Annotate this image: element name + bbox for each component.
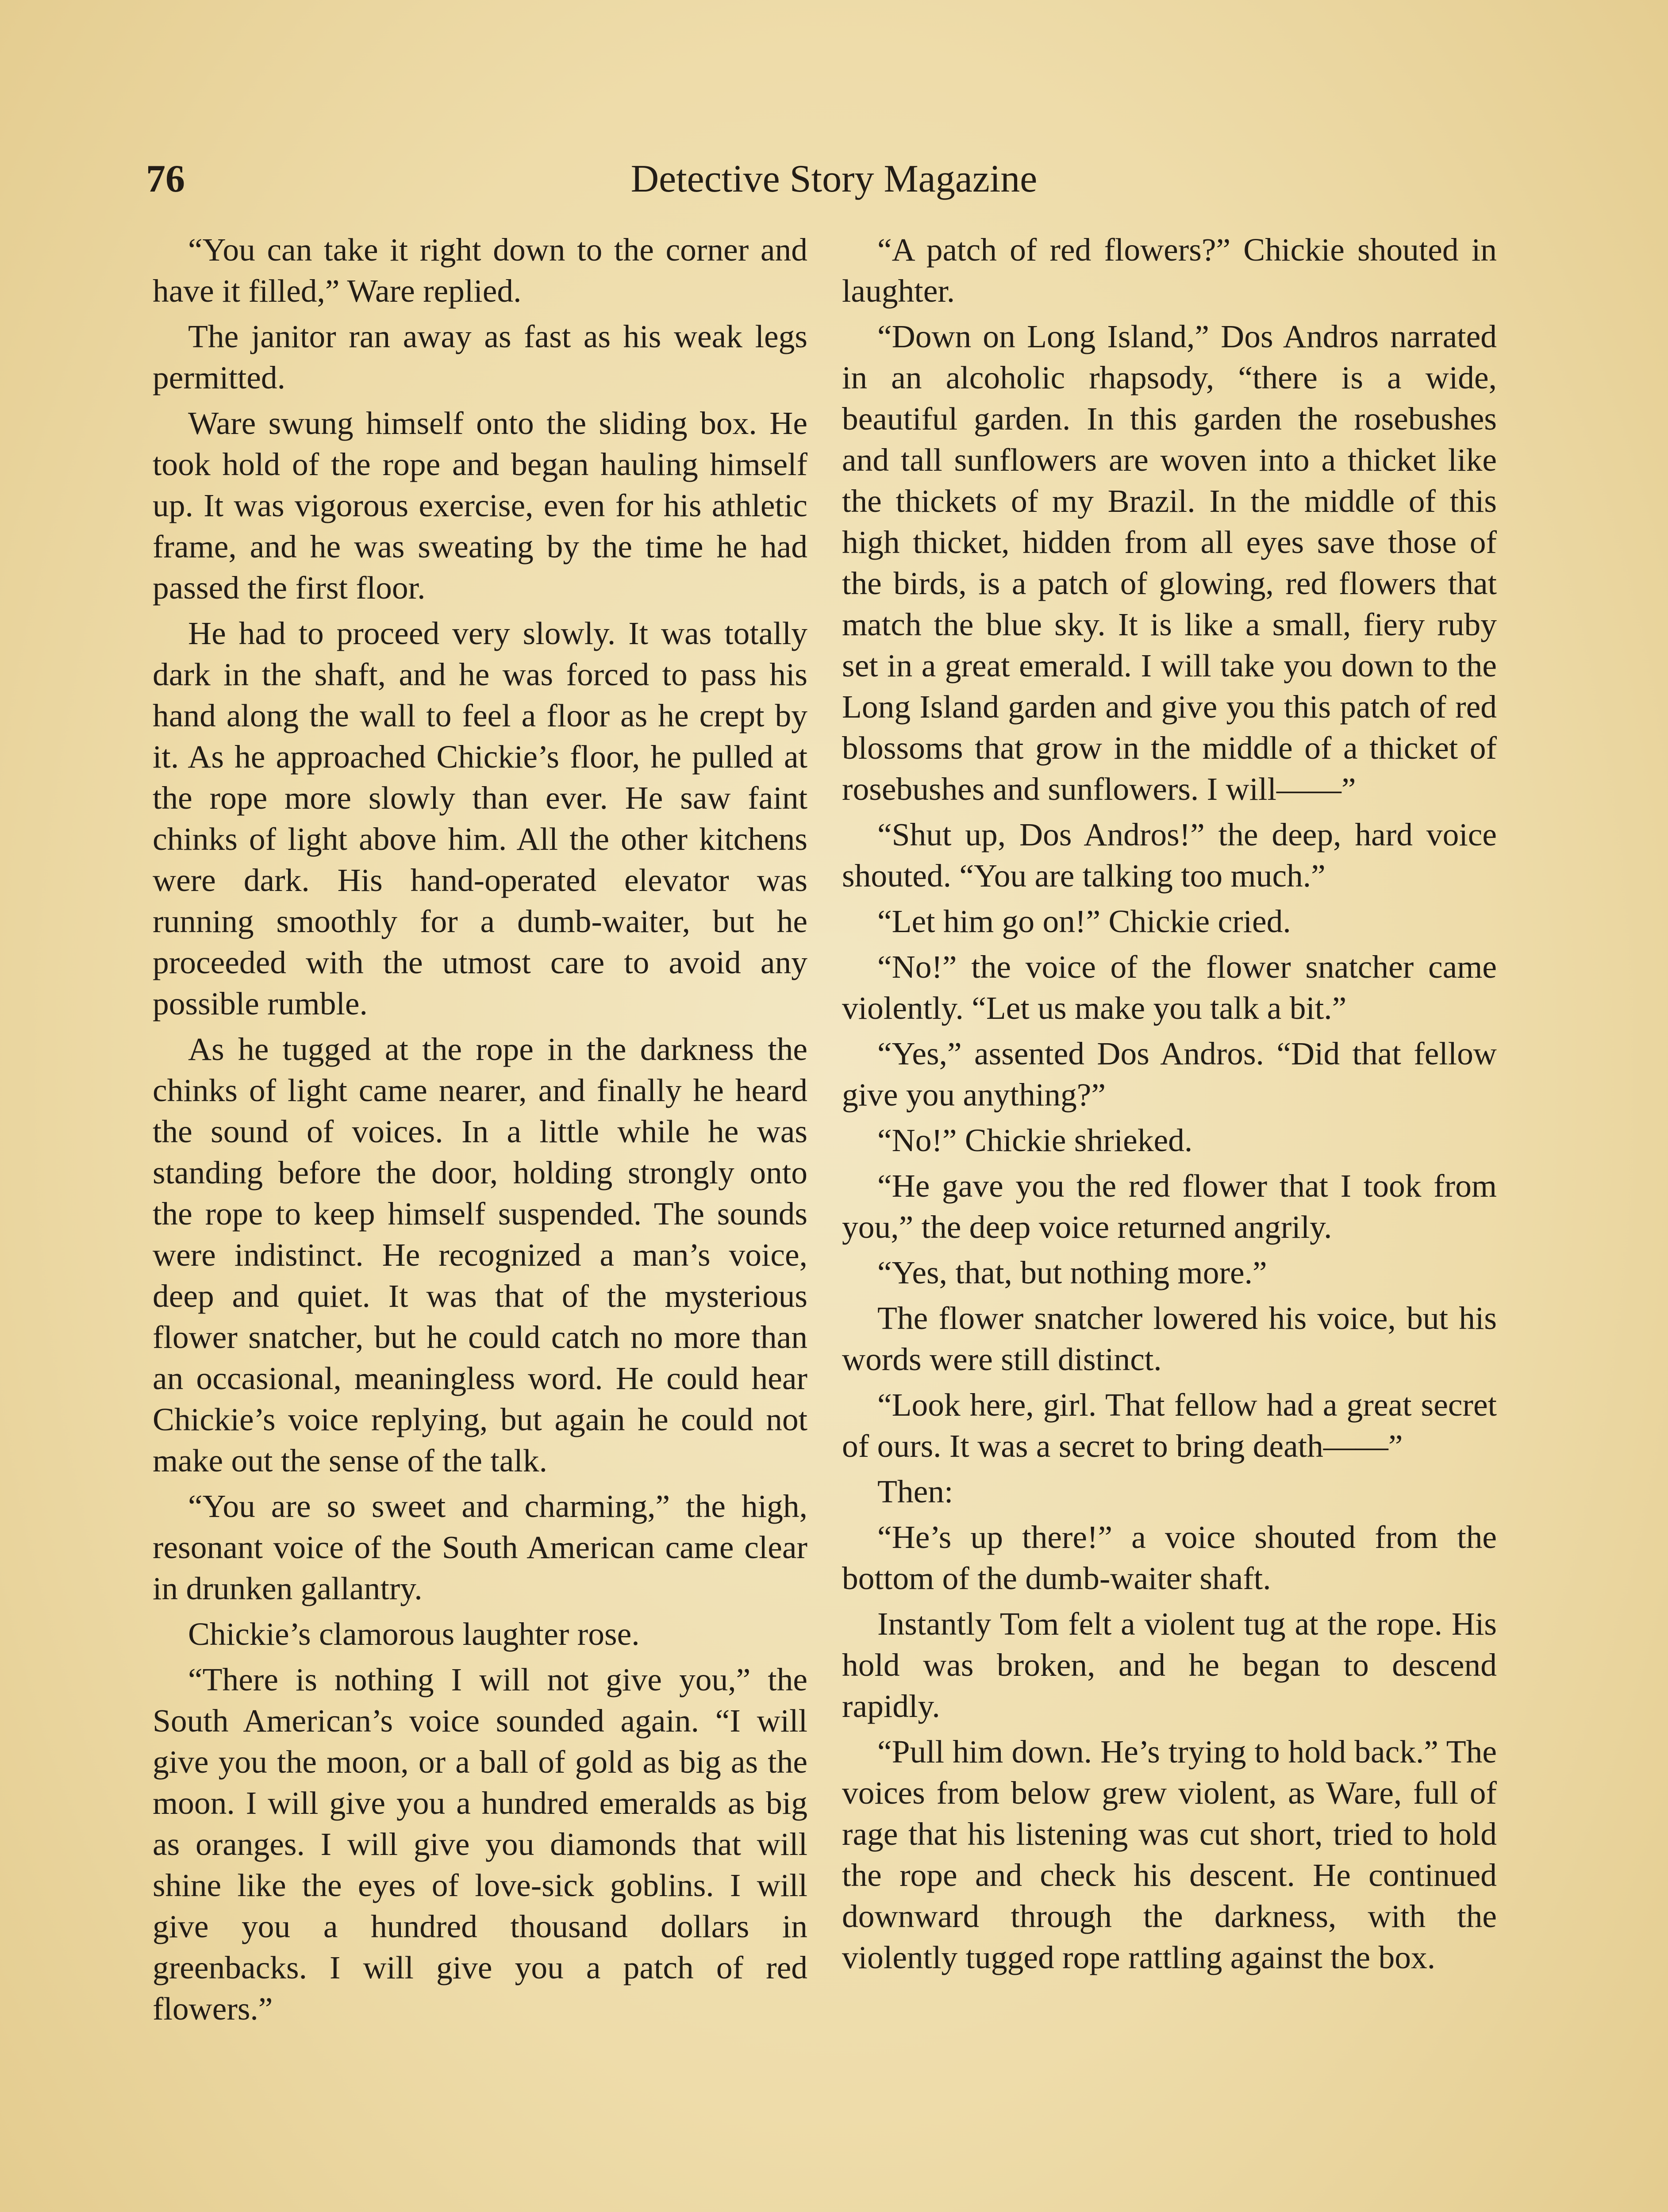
- magazine-title: Detective Story Magazine: [630, 157, 1038, 200]
- paragraph: The janitor ran away as fast as his weak legs permitted.: [153, 319, 807, 396]
- paragraph: “He gave you the red flower that I took from you,” the deep voice returned angrily.: [842, 1168, 1497, 1245]
- paragraph: “A patch of red flowers?” Chickie shouted in laughter.: [842, 232, 1497, 309]
- paragraph: The flower snatcher lowered his voice, but his words were still distinct.: [842, 1300, 1497, 1377]
- right-column: [842, 229, 1497, 1982]
- paragraph: “There is nothing I will not give you,” the South American’s voice sounded again. “I will give you the moon, or a ball of gold as big as the moon. I will give you a hundred emeralds as big as oranges. I will give you diamonds that will shine like the eyes of love-sick goblins. I will give you a hundred thousand dollars in greenbacks. I will give you a patch of red flowers.”: [153, 1662, 807, 2027]
- paragraph: “Down on Long Island,” Dos Andros narrated in an alcoholic rhapsody, “there is a wide, beautiful garden. In this garden the rosebushes and tall sunflowers are woven into a thicket like the thickets of my Brazil. In the middle of this high thicket, hidden from all eyes save those of the birds, is a patch of glowing, red flowers that match the blue sky. It is like a small, fiery ruby set in a great emerald. I will take you down to the Long Island garden and give you this patch of red blossoms that grow in the middle of a thicket of rosebushes and sunflowers. I will——”: [842, 319, 1497, 807]
- paragraph: Ware swung himself onto the sliding box. He took hold of the rope and began hauling himself up. It was vigorous exercise, even for his athletic frame, and he was sweating by the time he had passed the first floor.: [153, 405, 807, 606]
- paragraph: Chickie’s clamorous laughter rose.: [188, 1616, 640, 1652]
- paragraph: “Shut up, Dos Andros!” the deep, hard voice shouted. “You are talking too much.”: [842, 817, 1497, 894]
- paragraph: Then:: [877, 1474, 953, 1509]
- paragraph: “Pull him down. He’s trying to hold back.” The voices from below grew violent, as Ware, full of rage that his listening was cut short, tried to hold the rope and check his descent. He continued downward through the darkness, with the violently tugged rope rattling against the box.: [842, 1734, 1497, 1975]
- paragraph: “Let him go on!” Chickie cried.: [877, 903, 1291, 939]
- page-number: 76: [146, 157, 185, 200]
- paragraph: “Yes,” assented Dos Andros. “Did that fellow give you anything?”: [842, 1036, 1497, 1113]
- paragraph: “No!” Chickie shrieked.: [877, 1122, 1193, 1158]
- paragraph: “No!” the voice of the flower snatcher came violently. “Let us make you talk a bit.”: [842, 949, 1497, 1026]
- paragraph: “You are so sweet and charming,” the high, resonant voice of the South American came clear in drunken gallantry.: [153, 1488, 807, 1606]
- paragraph: “Yes, that, but nothing more.”: [877, 1255, 1267, 1290]
- paragraph: “He’s up there!” a voice shouted from the bottom of the dumb-waiter shaft.: [842, 1519, 1497, 1596]
- left-column: [153, 229, 807, 2034]
- paragraph: “You can take it right down to the corner and have it filled,” Ware replied.: [153, 232, 807, 309]
- paragraph: As he tugged at the rope in the darkness the chinks of light came nearer, and finally he heard the sound of voices. In a little while he was standing before the door, holding strongly onto the rope to keep himself suspended. The sounds were indistinct. He recognized a man’s voice, deep and quiet. It was that of the mysterious flower snatcher, but he could catch no more than an occasional, meaningless word. He could hear Chickie’s voice replying, but again he could not make out the sense of the talk.: [153, 1031, 807, 1479]
- paragraph: “Look here, girl. That fellow had a great secret of ours. It was a secret to bring death——”: [842, 1387, 1497, 1464]
- paragraph: He had to proceed very slowly. It was totally dark in the shaft, and he was forced to pass his hand along the wall to feel a floor as he crept by it. As he approached Chickie’s floor, he pulled at the rope more slowly than ever. He saw faint chinks of light above him. All the other kitchens were dark. His hand-operated elevator was running smoothly for a dumb-waiter, but he proceeded with the utmost care to avoid any possible rumble.: [153, 615, 807, 1022]
- page-header: [146, 155, 1522, 204]
- paragraph: Instantly Tom felt a violent tug at the rope. His hold was broken, and he began to descend rapidly.: [842, 1606, 1497, 1724]
